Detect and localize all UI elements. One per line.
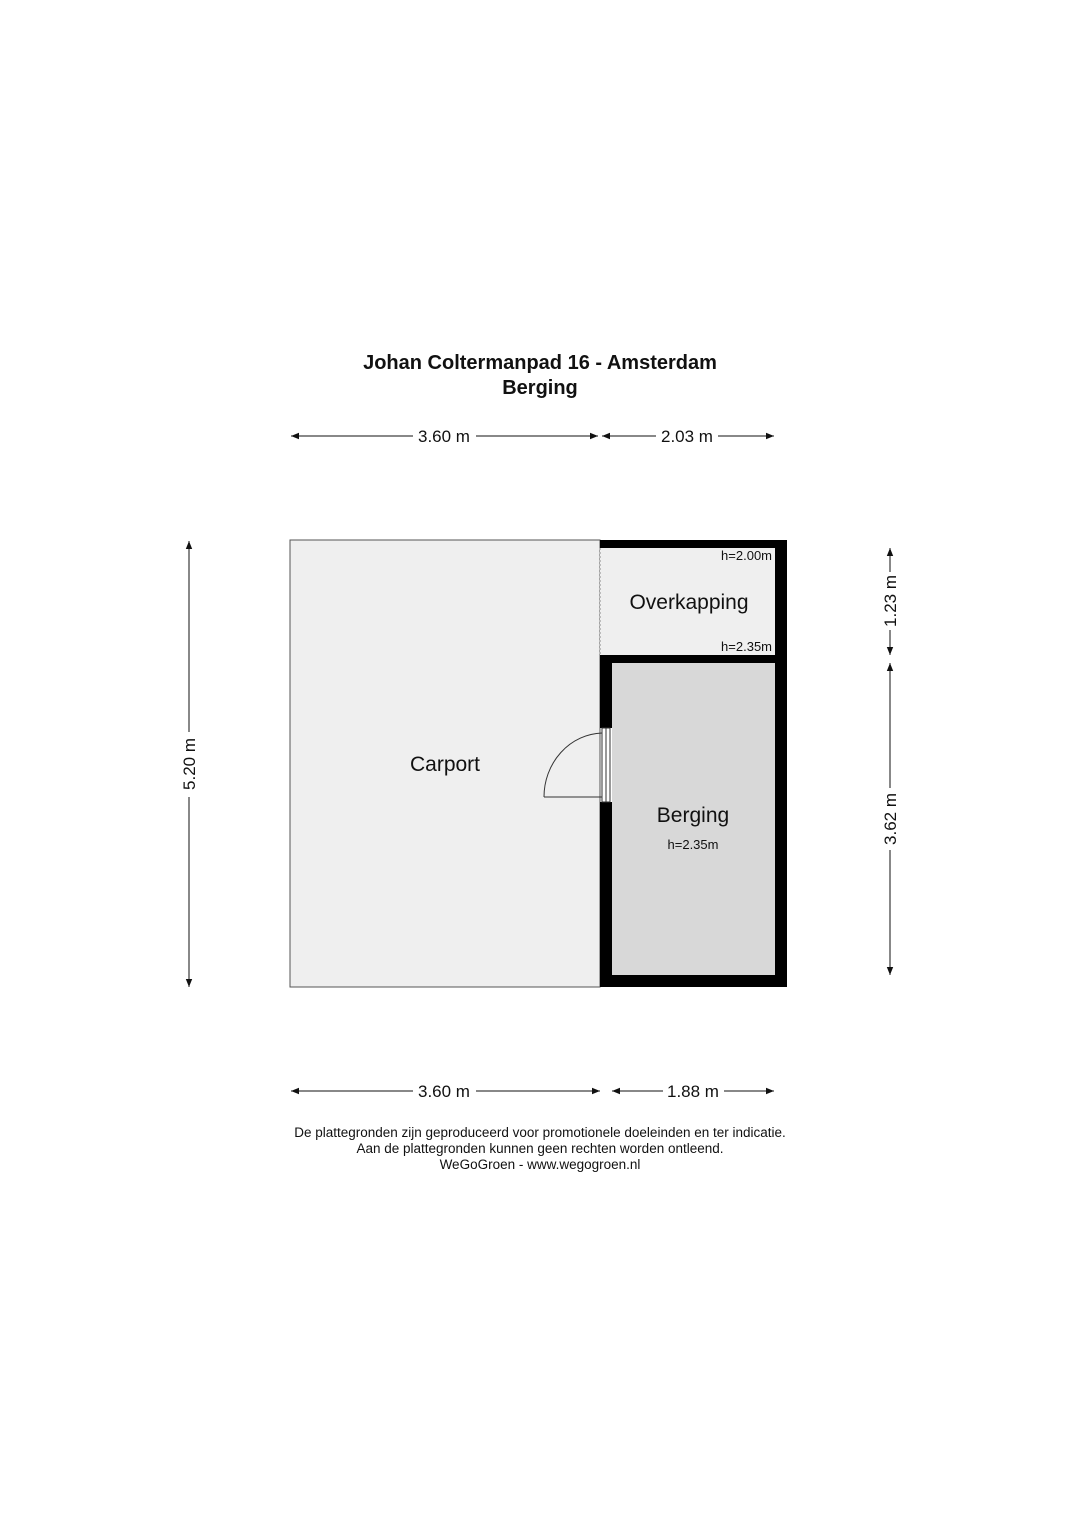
dimension-top-left: [291, 427, 598, 446]
disclaimer-credit: WeGoGroen - www.wegogroen.nl: [439, 1157, 641, 1172]
dimension-right-upper: [881, 548, 900, 655]
carport-label: Carport: [409, 753, 481, 776]
svg-text:5.20 m: 5.20 m: [180, 738, 199, 790]
svg-text:3.62 m: 3.62 m: [881, 793, 900, 845]
overkapping-label: Overkapping: [629, 591, 749, 614]
plan-title: Johan Coltermanpad 16 - Amsterdam: [363, 352, 717, 374]
berging-height: h=2.35m: [667, 837, 719, 852]
overkapping-height-top: h=2.00m: [721, 548, 772, 563]
dimension-right-lower: [881, 663, 900, 975]
overkapping-height-bottom: h=2.35m: [721, 639, 772, 654]
svg-text:2.03 m: 2.03 m: [661, 427, 713, 446]
berging-label: Berging: [656, 804, 730, 827]
svg-text:3.60 m: 3.60 m: [418, 1082, 470, 1101]
svg-text:1.23 m: 1.23 m: [881, 575, 900, 627]
svg-text:1.88 m: 1.88 m: [667, 1082, 719, 1101]
dimension-bottom-right: [612, 1082, 774, 1101]
svg-text:3.60 m: 3.60 m: [418, 427, 470, 446]
dimension-left: [180, 541, 199, 987]
disclaimer-line-1: De plattegronden zijn geproduceerd voor promotionele doeleinden en ter indicatie.: [294, 1125, 786, 1140]
dimension-bottom-left: [291, 1082, 600, 1101]
dimension-top-right: [602, 427, 774, 446]
disclaimer-line-2: Aan de plattegronden kunnen geen rechten worden ontleend.: [356, 1141, 724, 1156]
plan-subtitle: Berging: [502, 377, 578, 399]
